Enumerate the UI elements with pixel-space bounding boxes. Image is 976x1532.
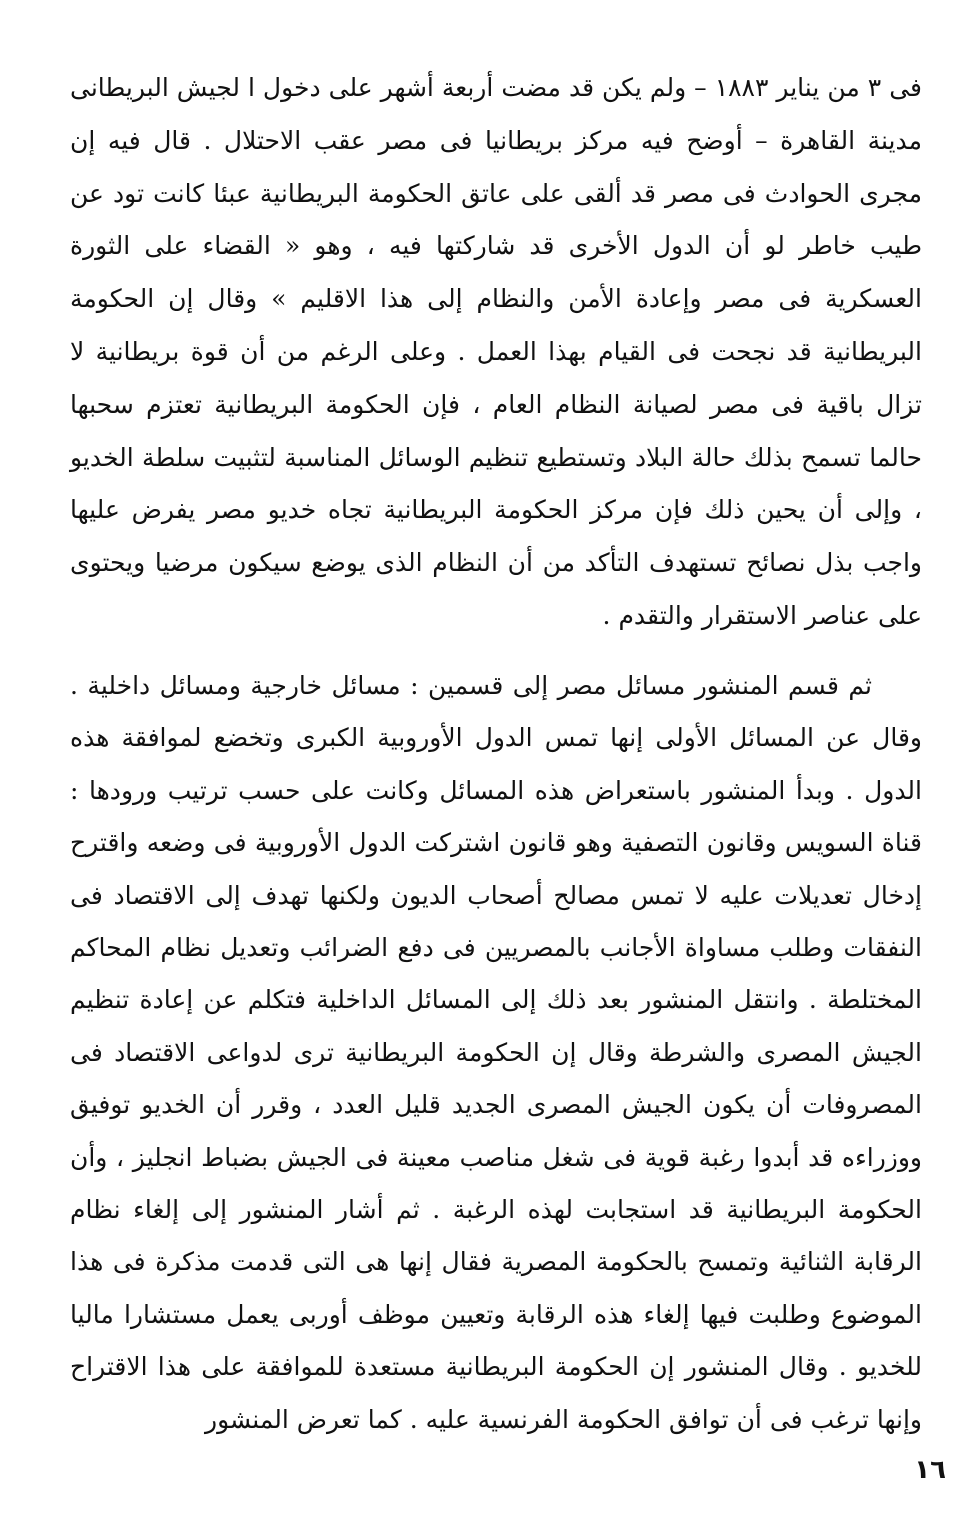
page-number: ١٦ [914, 1455, 946, 1485]
paragraph-1: فى ٣ من يناير ١٨٨٣ – ولم يكن قد مضت أربعة أشهر على دخول ا لجيش البريطانى مدينة القاهرة – أوضح فيه مركز بريطانيا فى مصر عقب الاحتلال . قال فيه إن مجرى الحوادث فى مصر قد ألقى على عاتق الحكومة البريطانية عبئا كانت تود عن طيب خاطر لو أن الدول الأخرى قد شاركتها فيه ، وهو « القضاء على الثورة العسكرية فى مصر وإعادة الأمن والنظام إلى هذا الاقليم » وقال إن الحكومة البريطانية قد نجحت فى القيام بهذا العمل . وعلى الرغم من أن قوة بريطانية لا تزال باقية فى مصر لصيانة النظام العام ، فإن الحكومة البريطانية تعتزم سحبها حالما تسمح بذلك حالة البلاد وتستطيع تنظيم الوسائل المناسبة لتثبيت سلطة الخديو ، وإلى أن يحين ذلك فإن مركز الحكومة البريطانية تجاه خديو مصر يفرض عليها واجب بذل نصائح تستهدف التأكد من أن النظام الذى يوضع سيكون مرضيا ويحتوى على عناصر الاستقرار والتقدم . [70, 73, 922, 630]
paragraph-2: ثم قسم المنشور مسائل مصر إلى قسمين : مسائل خارجية ومسائل داخلية . وقال عن المسائل الأولى إنها تمس الدول الأوروبية الكبرى وتخضع لموافقة هذه الدول . وبدأ المنشور باستعراض هذه المسائل وكانت على حسب ترتيب ورودها : قناة السويس وقانون التصفية وهو قانون اشتركت الدول الأوروبية فى وضعه واقترح إدخال تعديلات عليه لا تمس مصالح أصحاب الديون ولكنها تهدف إلى الاقتصاد فى النفقات وطلب مساواة الأجانب بالمصريين فى دفع الضرائب وتعديل نظام المحاكم المختلطة . وانتقل المنشور بعد ذلك إلى المسائل الداخلية فتكلم عن إعادة تنظيم الجيش المصرى والشرطة وقال إن الحكومة البريطانية ترى لدواعى الاقتصاد فى المصروفات أن يكون الجيش المصرى الجديد قليل العدد ، وقرر أن الخديو توفيق ووزراءه قد أبدوا رغبة قوية فى شغل مناصب معينة فى الجيش بضباط انجليز ، وأن الحكومة البريطانية قد استجابت لهذه الرغبة . ثم أشار المنشور إلى إلغاء نظام الرقابة الثنائية وتمسح بالحكومة المصرية فقال إنها هى التى قدمت مذكرة فى هذا الموضوع وطلبت فيها إلغاء هذه الرقابة وتعيين موظف أوربى يعمل مستشارا ماليا للخديو . وقال المنشور إن الحكومة البريطانية مستعدة للموافقة على هذا الاقتراح وإنها ترغب فى أن توافق الحكومة الفرنسية عليه . كما تعرض المنشور [70, 671, 922, 1434]
